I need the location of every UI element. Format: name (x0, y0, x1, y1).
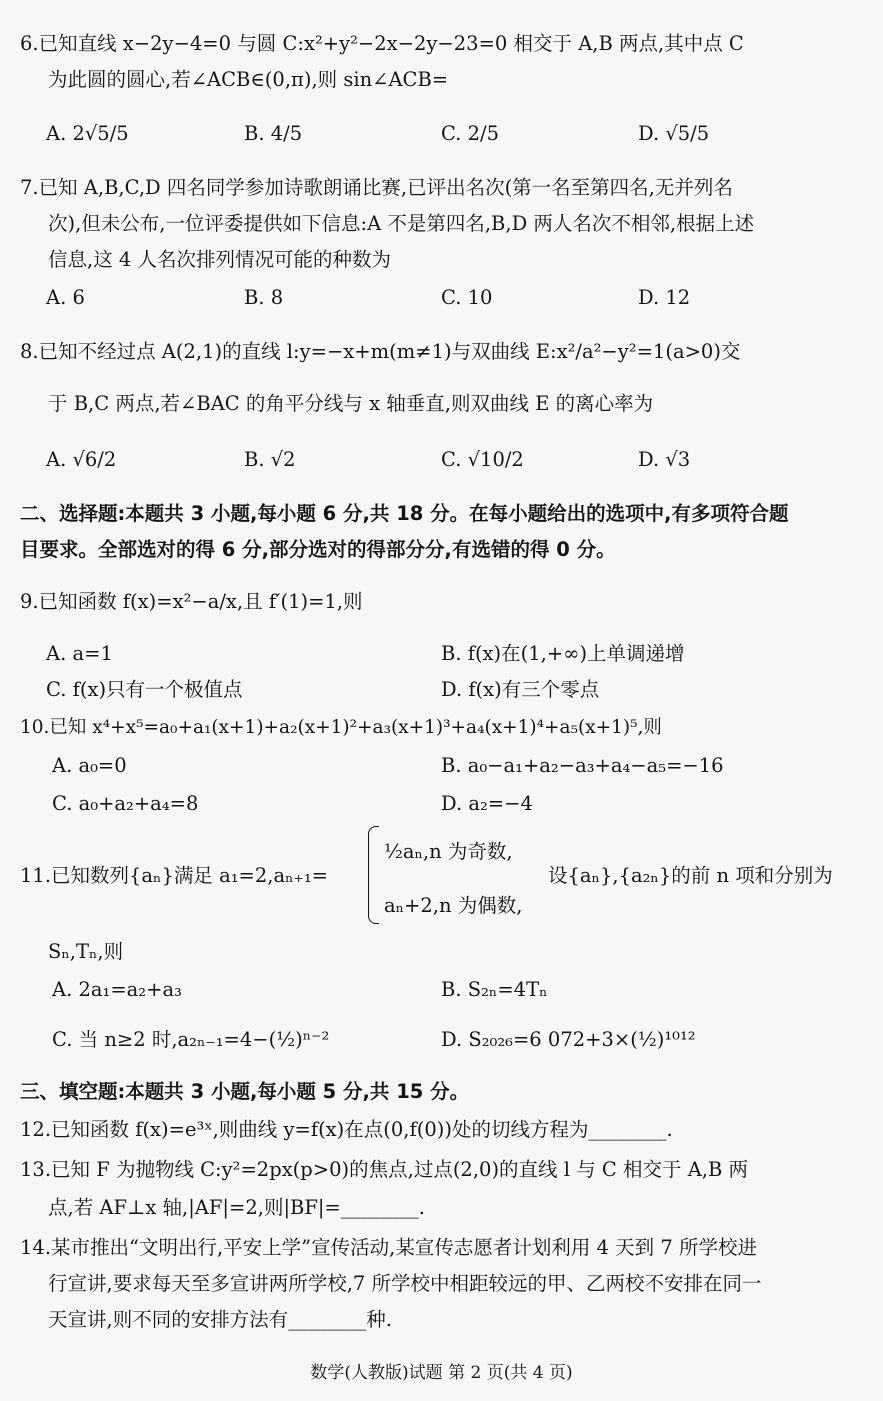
q11-piecewise-brace (368, 826, 379, 924)
q7-line-1: 7.已知 A,B,C,D 四名同学参加诗歌朗诵比赛,已评出名次(第一名至第四名,无并列名 (20, 176, 733, 199)
q13-line-1: 13.已知 F 为抛物线 C:y²=2px(p>0)的焦点,过点(2,0)的直线 l 与 C 相交于 A,B 两 (20, 1158, 749, 1181)
q6-option-b: B. 4/5 (244, 122, 303, 145)
q7-option-a: A. 6 (46, 286, 85, 309)
q14-line-1: 14.某市推出“文明出行,平安上学”宣传活动,某宣传志愿者计划利用 4 天到 7 所学校进 (20, 1236, 757, 1259)
q10-option-a: A. a₀=0 (52, 754, 127, 777)
q11-option-a: A. 2a₁=a₂+a₃ (52, 978, 182, 1001)
section-2-heading-line-1: 二、选择题:本题共 3 小题,每小题 6 分,共 18 分。在每小题给出的选项中,有多项符合题 (20, 502, 789, 525)
q9-line-1: 9.已知函数 f(x)=x²−a/x,且 f′(1)=1,则 (20, 590, 363, 613)
q10-line-1: 10.已知 x⁴+x⁵=a₀+a₁(x+1)+a₂(x+1)²+a₃(x+1)³+a₄(x+1)⁴+a₅(x+1)⁵,则 (20, 717, 662, 738)
q14-line-3: 天宣讲,则不同的安排方法有________种. (48, 1308, 392, 1331)
q8-option-c: C. √10/2 (441, 448, 524, 471)
q10-option-c: C. a₀+a₂+a₄=8 (52, 792, 199, 815)
q8-option-a: A. √6/2 (46, 448, 117, 471)
page-footer: 数学(人教版)试题 第 2 页(共 4 页) (310, 1363, 573, 1383)
q9-option-a: A. a=1 (46, 642, 113, 665)
q10-option-b: B. a₀−a₁+a₂−a₃+a₄−a₅=−16 (441, 754, 724, 777)
q9-option-b: B. f(x)在(1,+∞)上单调递增 (441, 642, 685, 665)
q6-option-d: D. √5/5 (638, 122, 710, 145)
q11-lead: 11.已知数列{aₙ}满足 a₁=2,aₙ₊₁= (20, 864, 328, 887)
q6-option-a: A. 2√5/5 (46, 122, 129, 145)
q9-option-c: C. f(x)只有一个极值点 (46, 678, 243, 701)
q7-option-b: B. 8 (244, 286, 284, 309)
q12-line-1: 12.已知函数 f(x)=e³ˣ,则曲线 y=f(x)在点(0,f(0))处的切线方程为________. (20, 1118, 673, 1141)
q6-option-c: C. 2/5 (441, 122, 500, 145)
q8-option-d: D. √3 (638, 448, 691, 471)
q8-line-2: 于 B,C 两点,若∠BAC 的角平分线与 x 轴垂直,则双曲线 E 的离心率为 (48, 392, 654, 415)
section-2-heading-line-2: 目要求。全部选对的得 6 分,部分选对的得部分分,有选错的得 0 分。 (20, 538, 616, 561)
q7-option-d: D. 12 (638, 286, 691, 309)
q7-line-2: 次),但未公布,一位评委提供如下信息:A 不是第四名,B,D 两人名次不相邻,根据上述 (48, 212, 755, 235)
q9-option-d: D. f(x)有三个零点 (441, 678, 600, 701)
q6-line-2: 为此圆的圆心,若∠ACB∈(0,π),则 sin∠ACB= (48, 68, 449, 91)
q11-option-b: B. S₂ₙ=4Tₙ (441, 978, 548, 1001)
q11-case-odd: ½aₙ,n 为奇数, (384, 840, 513, 863)
q11-option-c: C. 当 n≥2 时,a₂ₙ₋₁=4−(½)ⁿ⁻² (52, 1028, 330, 1051)
q8-line-1: 8.已知不经过点 A(2,1)的直线 l:y=−x+m(m≠1)与双曲线 E:x²/a²−y²=1(a>0)交 (20, 340, 741, 363)
q8-option-b: B. √2 (244, 448, 296, 471)
q11-line-2: Sₙ,Tₙ,则 (48, 940, 124, 963)
q7-option-c: C. 10 (441, 286, 493, 309)
q14-line-2: 行宣讲,要求每天至多宣讲两所学校,7 所学校中相距较远的甲、乙两校不安排在同一 (48, 1272, 762, 1295)
q11-option-d: D. S₂₀₂₆=6 072+3×(½)¹⁰¹² (441, 1028, 696, 1051)
q11-tail: 设{aₙ},{a₂ₙ}的前 n 项和分别为 (548, 864, 833, 887)
q11-case-even: aₙ+2,n 为偶数, (384, 894, 523, 917)
q6-line-1: 6.已知直线 x−2y−4=0 与圆 C:x²+y²−2x−2y−23=0 相交于 A,B 两点,其中点 C (20, 32, 744, 55)
q10-option-d: D. a₂=−4 (441, 792, 533, 815)
section-3-heading: 三、填空题:本题共 3 小题,每小题 5 分,共 15 分。 (20, 1080, 470, 1103)
q7-line-3: 信息,这 4 人名次排列情况可能的种数为 (48, 248, 392, 271)
q13-line-2: 点,若 AF⊥x 轴,|AF|=2,则|BF|=________. (48, 1196, 425, 1219)
